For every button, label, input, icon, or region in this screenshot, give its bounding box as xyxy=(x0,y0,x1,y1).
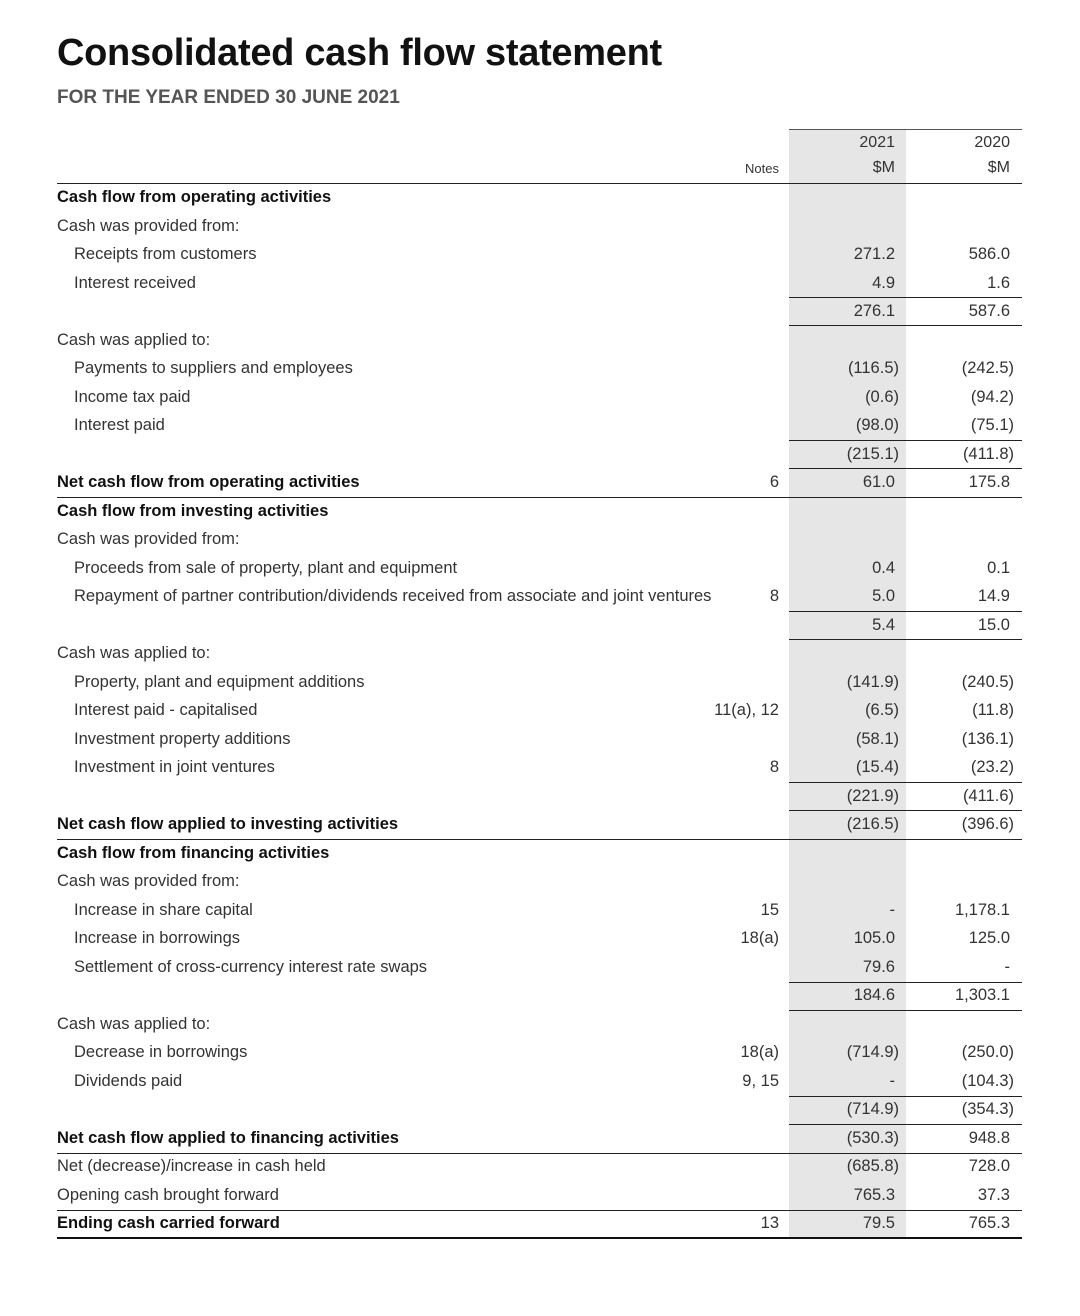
table-row xyxy=(0,1095,1080,1123)
row-label: Increase in borrowings xyxy=(74,929,240,947)
table-row xyxy=(0,240,1080,268)
unit-2021-header: $M xyxy=(872,159,895,176)
value-2020: (242.5) xyxy=(961,359,1014,377)
row-label: Cash was provided from: xyxy=(57,530,240,548)
value-2020: 15.0 xyxy=(977,615,1010,634)
value-2021: (221.9) xyxy=(846,786,899,805)
table-row xyxy=(0,297,1080,325)
row-note: 8 xyxy=(769,587,779,605)
table-row xyxy=(0,696,1080,724)
value-2021: 0.4 xyxy=(872,558,895,577)
notes-column-header: Notes xyxy=(745,161,779,176)
row-label: Net cash flow from operating activities xyxy=(57,473,360,491)
value-2021: (530.3) xyxy=(846,1128,899,1147)
table-row xyxy=(0,981,1080,1009)
table-row xyxy=(0,668,1080,696)
value-2021: (116.5) xyxy=(847,359,899,377)
value-2020: 175.8 xyxy=(968,473,1010,491)
row-label: Cash flow from financing activities xyxy=(57,843,330,862)
value-2021: (58.1) xyxy=(855,729,899,748)
table-row xyxy=(0,953,1080,981)
row-label: Cash flow from investing activities xyxy=(57,501,329,520)
table-row xyxy=(0,1124,1080,1152)
table-row xyxy=(0,867,1080,895)
value-2020: 125.0 xyxy=(968,929,1010,947)
row-label: Opening cash brought forward xyxy=(57,1185,279,1204)
page-subtitle: FOR THE YEAR ENDED 30 JUNE 2021 xyxy=(57,87,400,108)
row-label: Interest paid xyxy=(74,416,165,434)
value-2021: (141.9) xyxy=(846,672,899,691)
table-row xyxy=(0,497,1080,525)
year-2020-header: 2020 xyxy=(974,134,1010,151)
value-2021: (98.0) xyxy=(855,416,899,434)
row-label: Income tax paid xyxy=(74,387,191,406)
value-2020: 586.0 xyxy=(968,245,1010,263)
table-row xyxy=(0,582,1080,610)
value-2021: 79.6 xyxy=(862,957,895,976)
table-row xyxy=(0,1181,1080,1209)
row-label: Interest paid - capitalised xyxy=(74,701,258,719)
value-2021: (215.1) xyxy=(846,444,899,463)
row-label: Increase in share capital xyxy=(74,900,253,919)
row-label: Net cash flow applied to financing activities xyxy=(57,1128,399,1147)
row-label: Receipts from customers xyxy=(74,245,257,263)
table-row xyxy=(0,383,1080,411)
table-row xyxy=(0,839,1080,867)
value-2020: (354.3) xyxy=(961,1100,1014,1118)
value-2021: 276.1 xyxy=(853,302,895,320)
page-title: Consolidated cash flow statement xyxy=(57,32,662,74)
row-label: Cash was provided from: xyxy=(57,872,240,890)
table-row xyxy=(0,639,1080,667)
table-row xyxy=(0,1038,1080,1066)
row-label: Ending cash carried forward xyxy=(57,1214,280,1232)
row-label: Interest received xyxy=(74,273,196,292)
table-row xyxy=(0,782,1080,810)
row-label: Cash was applied to: xyxy=(57,1014,211,1033)
value-2021: (6.5) xyxy=(865,701,899,719)
row-label: Investment property additions xyxy=(74,729,291,748)
row-label: Decrease in borrowings xyxy=(74,1043,248,1061)
table-row xyxy=(0,611,1080,639)
row-label: Cash was applied to: xyxy=(57,644,211,662)
value-2021: 5.4 xyxy=(872,615,895,634)
table-row xyxy=(0,1152,1080,1180)
row-label: Net (decrease)/increase in cash held xyxy=(57,1157,326,1175)
year-2021-header: 2021 xyxy=(859,134,895,151)
value-2020: 14.9 xyxy=(977,587,1010,605)
value-2021: 184.6 xyxy=(853,986,895,1004)
value-2020: 765.3 xyxy=(968,1214,1010,1232)
value-2021: (714.9) xyxy=(846,1043,899,1061)
value-2020: 0.1 xyxy=(987,558,1010,577)
value-2020: 1,178.1 xyxy=(954,900,1010,919)
table-row xyxy=(0,725,1080,753)
value-2020: 587.6 xyxy=(968,302,1010,320)
row-label: Cash was applied to: xyxy=(57,330,211,349)
row-label: Investment in joint ventures xyxy=(74,758,275,776)
value-2020: (396.6) xyxy=(961,815,1014,833)
value-2021: (714.9) xyxy=(846,1100,899,1118)
value-2020: 948.8 xyxy=(968,1128,1010,1147)
value-2020: 1.6 xyxy=(987,273,1010,292)
value-2021: (216.5) xyxy=(846,815,899,833)
value-2021: (15.4) xyxy=(855,758,899,776)
row-note: 6 xyxy=(769,473,779,491)
row-label: Dividends paid xyxy=(74,1071,183,1090)
value-2020: (250.0) xyxy=(961,1043,1014,1061)
value-2021: - xyxy=(889,900,895,919)
row-label: Property, plant and equipment additions xyxy=(74,672,365,691)
unit-2020-header: $M xyxy=(987,159,1010,176)
row-note: 8 xyxy=(769,758,779,776)
table-row xyxy=(0,1067,1080,1095)
value-2020: (136.1) xyxy=(961,729,1014,748)
value-2021: 271.2 xyxy=(853,245,895,263)
table-row xyxy=(0,1209,1080,1237)
row-label: Net cash flow applied to investing activities xyxy=(57,815,399,833)
table-row xyxy=(0,924,1080,952)
row-label: Settlement of cross-currency interest rate swaps xyxy=(74,957,428,976)
value-2020: (23.2) xyxy=(970,758,1014,776)
table-row xyxy=(0,525,1080,553)
row-note: 18(a) xyxy=(740,1043,779,1061)
value-2020: (94.2) xyxy=(970,387,1014,406)
table-row xyxy=(0,554,1080,582)
value-2021: 5.0 xyxy=(872,587,895,605)
row-note: 9, 15 xyxy=(742,1071,779,1090)
value-2021: 61.0 xyxy=(862,473,895,491)
table-row xyxy=(0,1010,1080,1038)
value-2021: - xyxy=(889,1071,895,1090)
table-row xyxy=(0,440,1080,468)
table-row xyxy=(0,183,1080,211)
value-2020: (411.8) xyxy=(962,444,1014,463)
row-label: Payments to suppliers and employees xyxy=(74,359,353,377)
table-row xyxy=(0,810,1080,838)
row-label: Cash was provided from: xyxy=(57,216,240,235)
value-2020: (104.3) xyxy=(961,1071,1014,1090)
row-label: Cash flow from operating activities xyxy=(57,188,332,206)
row-note: 18(a) xyxy=(740,929,779,947)
table-row xyxy=(0,212,1080,240)
value-2021: 79.5 xyxy=(862,1214,895,1232)
value-2021: (0.6) xyxy=(865,387,899,406)
value-2020: 1,303.1 xyxy=(954,986,1010,1004)
row-label: Proceeds from sale of property, plant and equipment xyxy=(74,558,458,577)
table-row xyxy=(0,411,1080,439)
row-note: 15 xyxy=(760,900,779,919)
final-rule xyxy=(57,1237,1022,1239)
value-2021: (685.8) xyxy=(846,1157,899,1175)
table-row xyxy=(0,896,1080,924)
table-row xyxy=(0,468,1080,496)
value-2020: (411.6) xyxy=(962,786,1014,805)
value-2021: 105.0 xyxy=(853,929,895,947)
value-2020: (240.5) xyxy=(961,672,1014,691)
row-label: Repayment of partner contribution/dividends received from associate and joint ventures xyxy=(74,587,712,605)
value-2020: 728.0 xyxy=(968,1157,1010,1175)
table-row xyxy=(0,269,1080,297)
header-top-rule xyxy=(789,129,1022,130)
value-2020: - xyxy=(1004,957,1010,976)
value-2020: (75.1) xyxy=(970,416,1014,434)
table-row xyxy=(0,354,1080,382)
row-note: 11(a), 12 xyxy=(714,701,779,719)
value-2021: 765.3 xyxy=(853,1185,895,1204)
value-2020: (11.8) xyxy=(972,701,1014,719)
table-row xyxy=(0,326,1080,354)
row-note: 13 xyxy=(760,1214,779,1232)
value-2020: 37.3 xyxy=(977,1185,1010,1204)
value-2021: 4.9 xyxy=(872,273,895,292)
table-row xyxy=(0,753,1080,781)
